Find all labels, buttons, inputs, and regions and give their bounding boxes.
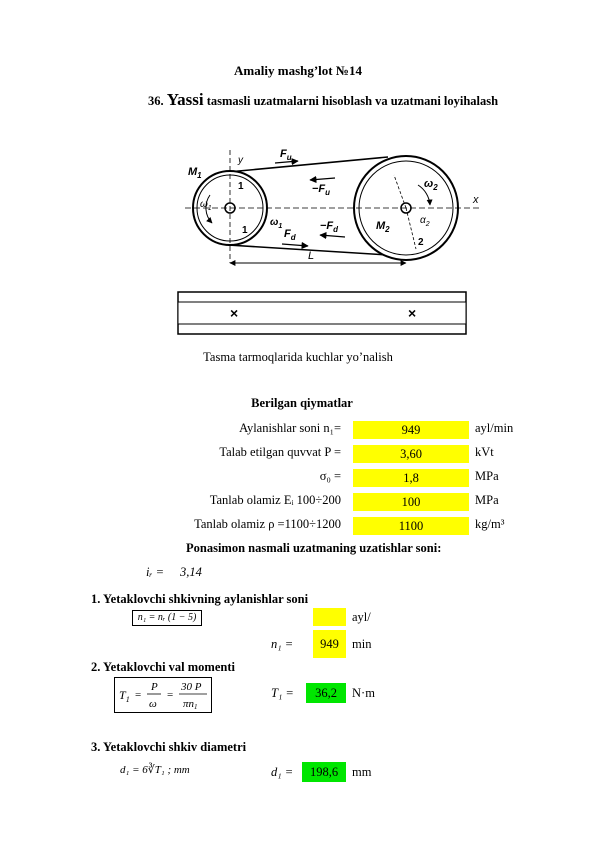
given-label-modulus: Tanlab olamiz Eᵢ 100÷200 (209, 493, 341, 507)
label-one-b: 1 (242, 225, 248, 236)
belt-strip-diagram (176, 290, 468, 336)
ratio-value: 3,14 (180, 565, 202, 579)
label-neg-fd: $-F_d$ (320, 220, 339, 234)
label-x: x (473, 194, 479, 206)
belt-strip-inner (178, 302, 466, 324)
force-neg-fu-arrow (310, 178, 335, 180)
given-value-rpm[interactable]: 949 (353, 421, 469, 439)
formula-t: $T_1$ (119, 688, 130, 704)
ratio-heading: Ponasimon nasmali uzatmaning uzatishlar soni: (186, 541, 442, 555)
subtitle-text: tasmasli uzatmalarni hisoblash va uzatmani loyihalash (206, 94, 499, 108)
step3-result-label: d₁ = (271, 765, 294, 779)
page-subtitle (148, 90, 498, 110)
page-title: Amaliy mashg’lot №14 (234, 63, 362, 78)
label-fu: $F_u$ (280, 148, 292, 162)
figure-caption: Tasma tarmoqlarida kuchlar yo’nalish (203, 350, 393, 364)
given-label-density: Tanlab olamiz ρ =1100÷1200 (194, 517, 341, 531)
given-label-power: Talab etilgan quvvat P = (219, 445, 341, 459)
given-unit-density: kg/m³ (475, 517, 505, 531)
given-unit-modulus: MPa (475, 493, 499, 507)
step1-result-label: n₁ = (271, 637, 294, 651)
formula-frac2-den: πn1 (183, 698, 198, 711)
label-one-a: 1 (238, 181, 244, 192)
subtitle-number: 36. (148, 94, 164, 108)
step1-unit-line1: ayl/ (352, 610, 371, 624)
given-label-sigma: σ₀ = (319, 469, 341, 483)
step2-formula-svg (115, 678, 211, 712)
given-label-rpm: Aylanishlar soni n₁= (239, 421, 341, 435)
given-unit-rpm: ayl/min (475, 421, 514, 435)
force-neg-fd-arrow (320, 235, 345, 237)
subtitle-emphasis: Yassi (166, 90, 204, 109)
step1-unit-line2: min (352, 637, 372, 651)
formula-frac1-den: ω (149, 698, 157, 710)
given-unit-power: kVt (475, 445, 494, 459)
given-value-density[interactable]: 1100 (353, 517, 469, 535)
step2-result-label: T₁ = (271, 686, 294, 700)
step2-heading: 2. Yetaklovchi val momenti (91, 660, 235, 674)
belt-drive-diagram (180, 145, 490, 270)
step3-formula: d₁ = 6∛T₁ ; mm (120, 764, 190, 776)
label-y: y (238, 155, 243, 166)
step1-result-value[interactable]: 949 (313, 630, 346, 658)
step2-formula (114, 677, 212, 713)
formula-frac2-num: 30 P (181, 681, 202, 693)
label-alpha2: $\alpha_2$ (420, 215, 430, 228)
ratio-label: iᵣ = (146, 565, 165, 579)
step1-heading: 1. Yetaklovchi shkivning aylanishlar soni (91, 592, 309, 606)
formula-eq1: = (135, 689, 142, 701)
label-m1: $M_1$ (188, 166, 202, 180)
step3-heading: 3. Yetaklovchi shkiv diametri (91, 740, 247, 754)
given-value-power[interactable]: 3,60 (353, 445, 469, 463)
given-unit-sigma: MPa (475, 469, 499, 483)
label-fd: $F_d$ (284, 228, 296, 242)
step1-result-top-cell (313, 608, 346, 626)
given-heading: Berilgan qiymatlar (251, 396, 353, 410)
belt-strip-cross-right: × (408, 305, 417, 321)
label-length: L (308, 250, 315, 262)
label-neg-fu: $-F_u$ (312, 183, 331, 197)
step2-result-value[interactable]: 36,2 (306, 683, 346, 703)
label-omega1-a: $\omega_1$ (200, 199, 212, 212)
step2-unit: N·m (352, 686, 375, 700)
belt-strip-cross-left: × (230, 305, 239, 321)
label-two: 2 (418, 237, 424, 248)
belt-upper-line (228, 157, 388, 172)
formula-frac1-num: P (151, 681, 158, 693)
formula-eq2: = (167, 689, 174, 701)
step3-result-value[interactable]: 198,6 (302, 762, 346, 782)
step3-unit: mm (352, 765, 372, 779)
label-omega2: $\omega_2$ (424, 178, 438, 192)
label-m2: $M_2$ (376, 220, 390, 234)
given-value-sigma[interactable]: 1,8 (353, 469, 469, 487)
label-omega1-b: $\omega_1$ (270, 217, 283, 230)
force-fd-arrow (282, 244, 308, 246)
step1-formula: n₁ = nᵣ (1 − 5) (132, 610, 202, 626)
given-value-modulus[interactable]: 100 (353, 493, 469, 511)
